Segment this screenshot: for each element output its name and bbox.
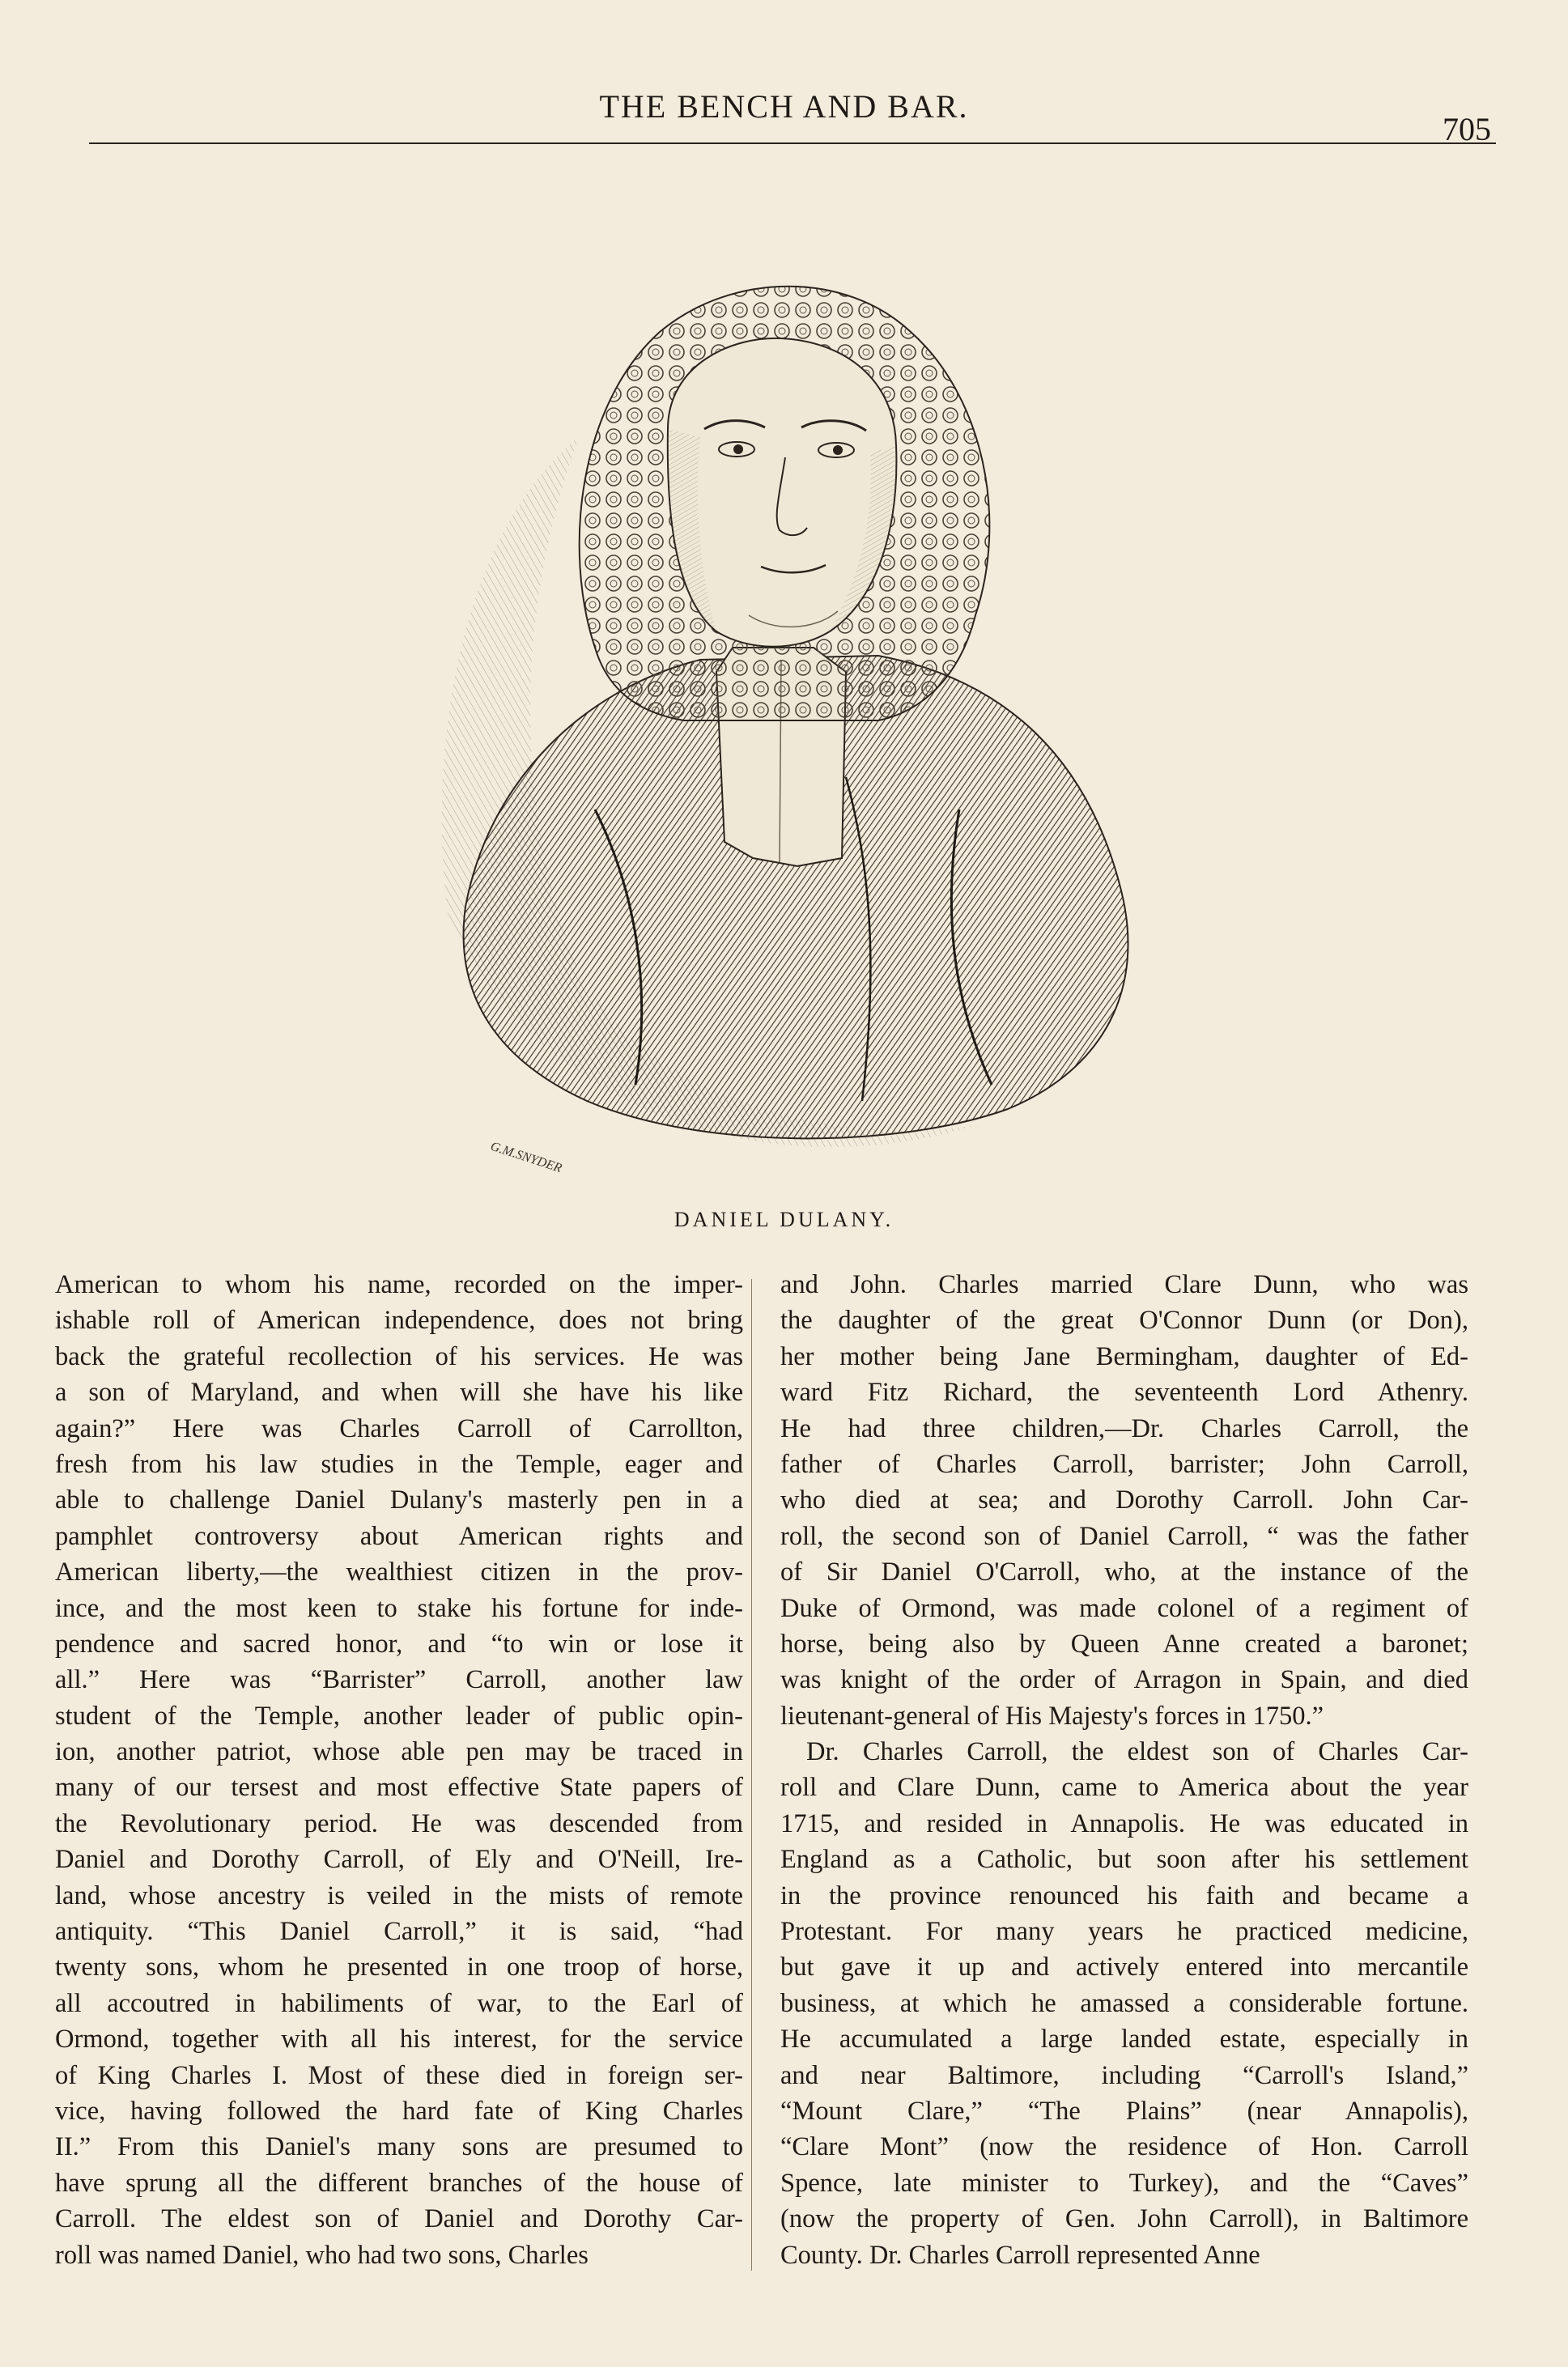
text-line: Ormond, together with all his interest, for the service xyxy=(55,2025,743,2055)
text-line: all accoutred in habiliments of war, to the Earl of xyxy=(55,1988,743,2018)
text-line: roll was named Daniel, who had two sons, Charles xyxy=(55,2240,589,2270)
text-line: a son of Maryland, and when will she have his like xyxy=(55,1378,743,1408)
text-line: horse, being also by Queen Anne created a baronet; xyxy=(780,1629,1468,1659)
text-line: but gave it up and actively entered into mercantile xyxy=(780,1953,1468,1982)
text-line: her mother being Jane Bermingham, daughter of Ed- xyxy=(780,1341,1468,1371)
text-line: business, at which he amassed a considerable fortune. xyxy=(780,1988,1468,2018)
text-line: Protestant. For many years he practiced medicine, xyxy=(780,1917,1468,1947)
text-line: and near Baltimore, including “Carroll's Island,” xyxy=(780,2060,1468,2090)
column-divider xyxy=(751,1279,752,2271)
right-column xyxy=(780,1267,1468,2273)
text-line: and John. Charles married Clare Dunn, who was xyxy=(780,1270,1468,1299)
text-line: He accumulated a large landed estate, especially in xyxy=(780,2025,1468,2055)
text-line: able to challenge Daniel Dulany's masterly pen in a xyxy=(55,1485,743,1515)
text-line: twenty sons, whom he presented in one troop of horse, xyxy=(55,1953,743,1982)
text-line: back the grateful recollection of his services. He was xyxy=(55,1341,743,1371)
left-column xyxy=(55,1267,743,2273)
text-line: roll and Clare Dunn, came to America about the year xyxy=(780,1773,1468,1803)
text-line: He had three children,—Dr. Charles Carroll, the xyxy=(780,1413,1468,1443)
text-line: in the province renounced his faith and became a xyxy=(780,1880,1468,1910)
text-line: antiquity. “This Daniel Carroll,” it is said, “had xyxy=(55,1917,743,1947)
portrait-engraving xyxy=(393,194,1186,1190)
text-line: ward Fitz Richard, the seventeenth Lord Athenry. xyxy=(780,1378,1468,1408)
text-line: “Mount Clare,” “The Plains” (near Annapolis), xyxy=(780,2096,1468,2126)
text-line: Carroll. The eldest son of Daniel and Dorothy Car- xyxy=(55,2204,743,2234)
text-line: student of the Temple, another leader of public opin- xyxy=(55,1701,743,1731)
text-line: the daughter of the great O'Connor Dunn (or Don), xyxy=(780,1306,1468,1336)
text-line: many of our tersest and most effective State papers of xyxy=(55,1773,743,1803)
text-line: Daniel and Dorothy Carroll, of Ely and O'Neill, Ire- xyxy=(55,1845,743,1875)
running-head: THE BENCH AND BAR. xyxy=(599,88,969,125)
text-line: fresh from his law studies in the Temple, eager and xyxy=(55,1449,743,1479)
engraver-signature: G.M.SNYDER xyxy=(488,1139,564,1176)
text-line: “Clare Mont” (now the residence of Hon. Carroll xyxy=(780,2132,1468,2162)
text-line: vice, having followed the hard fate of King Charles xyxy=(55,2096,743,2126)
text-line: ince, and the most keen to stake his fortune for inde- xyxy=(55,1593,743,1623)
text-line: was knight of the order of Arragon in Spain, and died xyxy=(780,1665,1468,1695)
text-line: ion, another patriot, whose able pen may be traced in xyxy=(55,1737,743,1767)
text-line: Duke of Ormond, was made colonel of a regiment of xyxy=(780,1593,1468,1623)
text-line: ishable roll of American independence, does not bring xyxy=(55,1306,743,1336)
text-line: father of Charles Carroll, barrister; John Carroll, xyxy=(780,1449,1468,1479)
text-line: who died at sea; and Dorothy Carroll. John Car- xyxy=(780,1485,1468,1515)
text-line: the Revolutionary period. He was descended from xyxy=(55,1808,743,1838)
text-line: American to whom his name, recorded on the imper- xyxy=(55,1270,743,1299)
text-line: have sprung all the different branches of the house of xyxy=(55,2168,743,2198)
text-line: pamphlet controversy about American rights and xyxy=(55,1521,743,1551)
text-line: England as a Catholic, but soon after his settlement xyxy=(780,1845,1468,1875)
text-line: of Sir Daniel O'Carroll, who, at the instance of the xyxy=(780,1557,1468,1587)
text-line: pendence and sacred honor, and “to win or lose it xyxy=(55,1629,743,1659)
text-line: American liberty,—the wealthiest citizen in the prov- xyxy=(55,1557,743,1587)
text-line: (now the property of Gen. John Carroll), in Baltimore xyxy=(780,2204,1468,2234)
text-line: land, whose ancestry is veiled in the mists of remote xyxy=(55,1880,743,1910)
text-line: II.” From this Daniel's many sons are presumed to xyxy=(55,2132,743,2162)
text-line: all.” Here was “Barrister” Carroll, another law xyxy=(55,1665,743,1695)
text-line: Spence, late minister to Turkey), and the “Caves” xyxy=(780,2168,1468,2198)
text-line: roll, the second son of Daniel Carroll, “ was the father xyxy=(780,1521,1468,1551)
text-line: lieutenant-general of His Majesty's forces in 1750.” xyxy=(780,1701,1324,1731)
text-line: of King Charles I. Most of these died in foreign ser- xyxy=(55,2060,743,2090)
page-number: 705 xyxy=(1443,111,1491,147)
header-rule xyxy=(89,142,1496,144)
text-line: again?” Here was Charles Carroll of Carrollton, xyxy=(55,1413,743,1443)
text-line: County. Dr. Charles Carroll represented Anne xyxy=(780,2240,1260,2270)
text-line: Dr. Charles Carroll, the eldest son of Charles Car- xyxy=(806,1737,1468,1767)
figure-caption: DANIEL DULANY. xyxy=(674,1208,894,1231)
text-line: 1715, and resided in Annapolis. He was educated in xyxy=(780,1808,1468,1838)
